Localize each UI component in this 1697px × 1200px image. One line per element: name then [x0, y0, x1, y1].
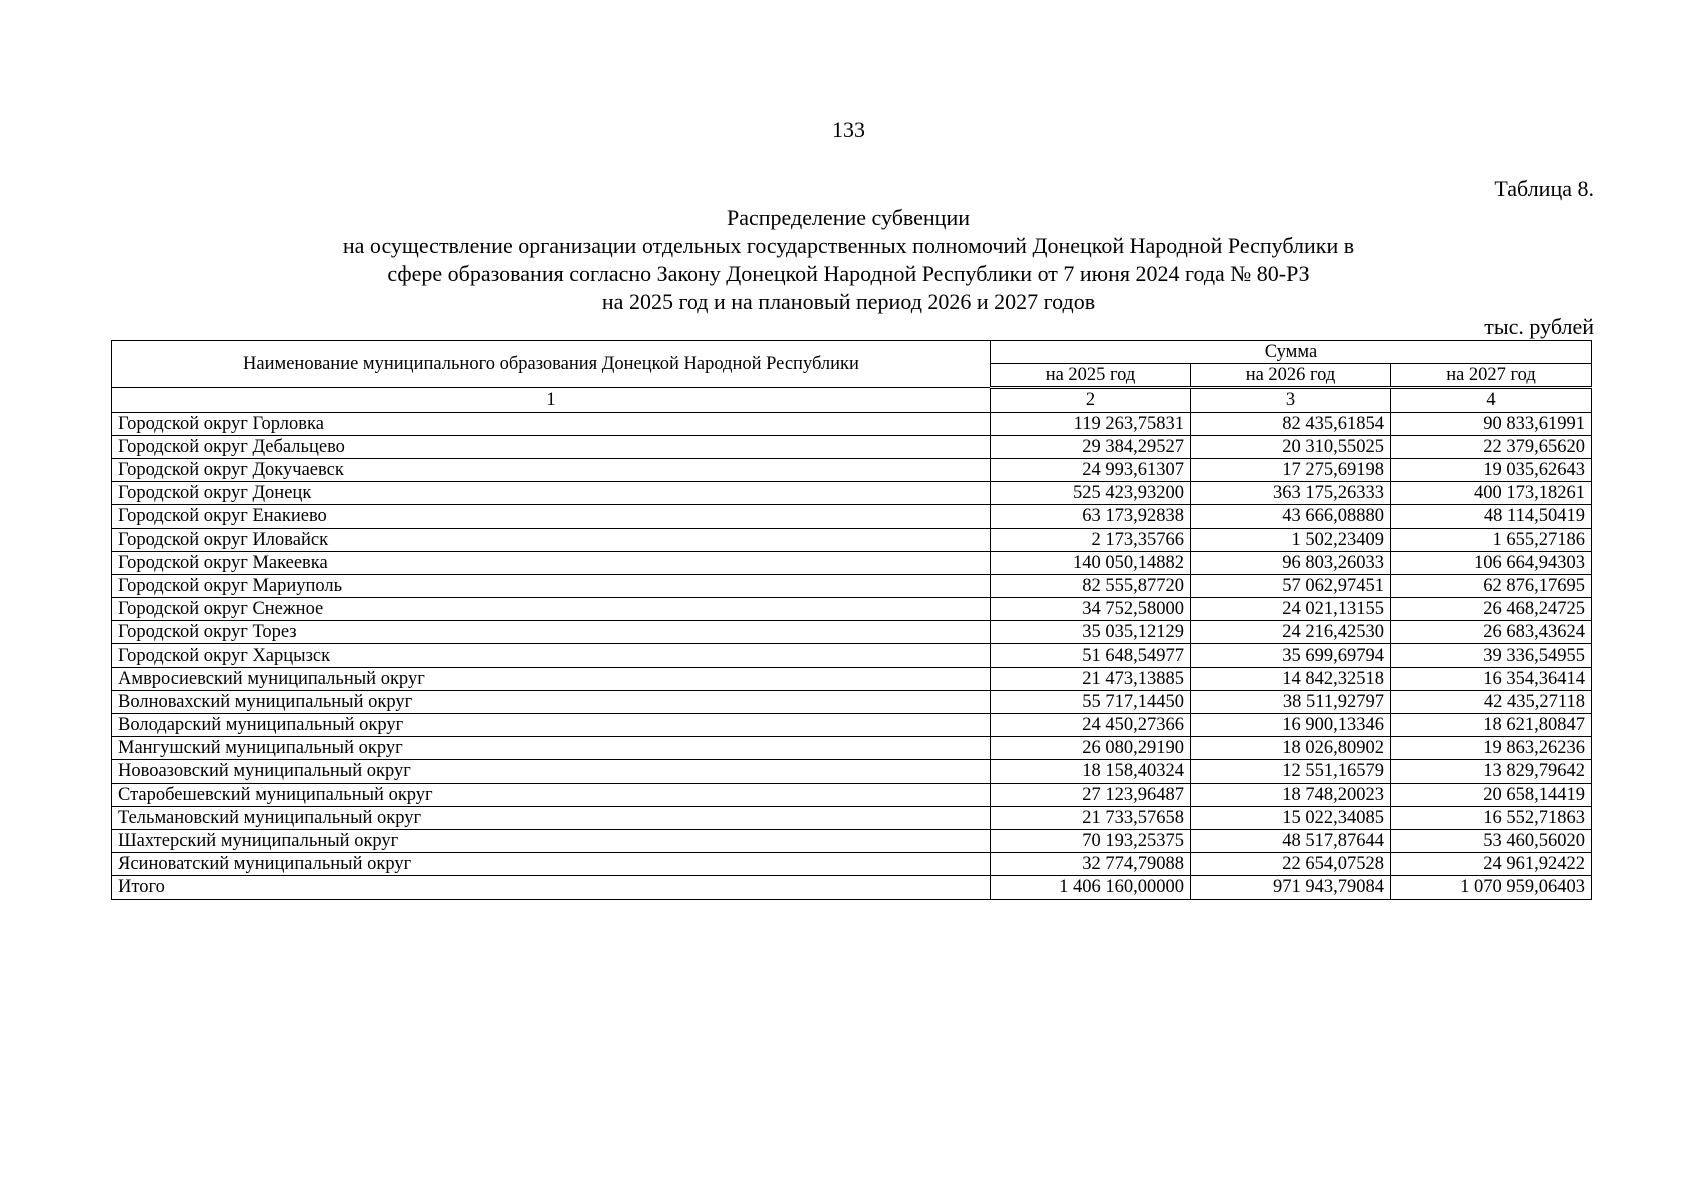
value-2027-cell: 42 435,27118 [1391, 690, 1592, 713]
value-2027-cell: 26 683,43624 [1391, 621, 1592, 644]
value-2025-cell: 140 050,14882 [991, 551, 1191, 574]
value-2025-cell: 55 717,14450 [991, 690, 1191, 713]
value-2025-cell: 32 774,79088 [991, 853, 1191, 876]
header-sum-group: Сумма [991, 341, 1592, 364]
table-label: Таблица 8. [1494, 176, 1594, 201]
value-2026-cell: 18 026,80902 [1191, 737, 1391, 760]
value-2027-cell: 1 070 959,06403 [1391, 876, 1592, 899]
table-row [112, 574, 1592, 597]
name-cell: Городской округ Иловайск [112, 528, 991, 551]
name-cell: Володарский муниципальный округ [112, 714, 991, 737]
value-2027-cell: 13 829,79642 [1391, 760, 1592, 783]
value-2026-cell: 16 900,13346 [1191, 714, 1391, 737]
name-cell: Волновахский муниципальный округ [112, 690, 991, 713]
value-2026-cell: 20 310,55025 [1191, 435, 1391, 458]
value-2025-cell: 34 752,58000 [991, 598, 1191, 621]
units-label: тыс. рублей [1484, 314, 1594, 339]
value-2026-cell: 18 748,20023 [1191, 783, 1391, 806]
column-number: 3 [1191, 388, 1391, 412]
value-2027-cell: 90 833,61991 [1391, 412, 1592, 435]
value-2026-cell: 14 842,32518 [1191, 667, 1391, 690]
page-number: 133 [832, 117, 865, 142]
value-2027-cell: 16 354,36414 [1391, 667, 1592, 690]
table-row [112, 690, 1592, 713]
value-2027-cell: 18 621,80847 [1391, 714, 1592, 737]
value-2027-cell: 62 876,17695 [1391, 574, 1592, 597]
name-cell: Городской округ Докучаевск [112, 458, 991, 481]
value-2025-cell: 24 450,27366 [991, 714, 1191, 737]
column-number: 2 [991, 388, 1191, 412]
table-row [112, 435, 1592, 458]
value-2026-cell: 22 654,07528 [1191, 853, 1391, 876]
title-line: сфере образования согласно Закону Донецкой Народной Республики от 7 июня 2024 года № 80-РЗ [387, 261, 1310, 286]
value-2027-cell: 26 468,24725 [1391, 598, 1592, 621]
table-row [112, 760, 1592, 783]
table-row [112, 598, 1592, 621]
table-row [112, 667, 1592, 690]
value-2025-cell: 2 173,35766 [991, 528, 1191, 551]
table-row [112, 482, 1592, 505]
value-2027-cell: 1 655,27186 [1391, 528, 1592, 551]
name-cell: Итого [112, 876, 991, 899]
table-row [112, 853, 1592, 876]
name-cell: Амвросиевский муниципальный округ [112, 667, 991, 690]
table-row [112, 714, 1592, 737]
table-row [112, 806, 1592, 829]
column-number: 1 [112, 388, 991, 412]
value-2025-cell: 29 384,29527 [991, 435, 1191, 458]
value-2025-cell: 27 123,96487 [991, 783, 1191, 806]
value-2027-cell: 20 658,14419 [1391, 783, 1592, 806]
value-2025-cell: 82 555,87720 [991, 574, 1191, 597]
value-2026-cell: 38 511,92797 [1191, 690, 1391, 713]
value-2026-cell: 35 699,69794 [1191, 644, 1391, 667]
document-title [0, 204, 1697, 316]
value-2026-cell: 24 216,42530 [1191, 621, 1391, 644]
name-cell: Городской округ Торез [112, 621, 991, 644]
name-cell: Мангушский муниципальный округ [112, 737, 991, 760]
value-2026-cell: 363 175,26333 [1191, 482, 1391, 505]
table-body [112, 412, 1592, 899]
title-line: на осуществление организации отдельных государственных полномочий Донецкой Народной Республики в [342, 233, 1355, 258]
title-line: Распределение субвенции [726, 205, 971, 230]
header-name-column: Наименование муниципального образования Донецкой Народной Республики [112, 341, 991, 388]
table-row [112, 505, 1592, 528]
name-cell: Ясиноватский муниципальный округ [112, 853, 991, 876]
value-2027-cell: 19 863,26236 [1391, 737, 1592, 760]
value-2026-cell: 15 022,34085 [1191, 806, 1391, 829]
name-cell: Городской округ Харцызск [112, 644, 991, 667]
name-cell: Городской округ Дебальцево [112, 435, 991, 458]
value-2025-cell: 26 080,29190 [991, 737, 1191, 760]
value-2025-cell: 21 473,13885 [991, 667, 1191, 690]
value-2025-cell: 1 406 160,00000 [991, 876, 1191, 899]
name-cell: Новоазовский муниципальный округ [112, 760, 991, 783]
header-year-2027: на 2027 год [1391, 364, 1592, 388]
subvention-table [111, 340, 1592, 900]
name-cell: Городской округ Донецк [112, 482, 991, 505]
name-cell: Шахтерский муниципальный округ [112, 829, 991, 852]
table-row [112, 783, 1592, 806]
table-row [112, 876, 1592, 899]
value-2025-cell: 21 733,57658 [991, 806, 1191, 829]
value-2026-cell: 971 943,79084 [1191, 876, 1391, 899]
value-2027-cell: 48 114,50419 [1391, 505, 1592, 528]
header-year-2026: на 2026 год [1191, 364, 1391, 388]
value-2026-cell: 57 062,97451 [1191, 574, 1391, 597]
table-row [112, 528, 1592, 551]
value-2026-cell: 1 502,23409 [1191, 528, 1391, 551]
value-2026-cell: 48 517,87644 [1191, 829, 1391, 852]
value-2027-cell: 19 035,62643 [1391, 458, 1592, 481]
value-2025-cell: 24 993,61307 [991, 458, 1191, 481]
value-2025-cell: 70 193,25375 [991, 829, 1191, 852]
value-2025-cell: 119 263,75831 [991, 412, 1191, 435]
name-cell: Городской округ Горловка [112, 412, 991, 435]
name-cell: Городской округ Мариуполь [112, 574, 991, 597]
value-2027-cell: 22 379,65620 [1391, 435, 1592, 458]
value-2026-cell: 12 551,16579 [1191, 760, 1391, 783]
table-row [112, 551, 1592, 574]
value-2027-cell: 39 336,54955 [1391, 644, 1592, 667]
table-row [112, 644, 1592, 667]
value-2025-cell: 63 173,92838 [991, 505, 1191, 528]
value-2025-cell: 18 158,40324 [991, 760, 1191, 783]
value-2027-cell: 400 173,18261 [1391, 482, 1592, 505]
table-row [112, 621, 1592, 644]
name-cell: Городской округ Енакиево [112, 505, 991, 528]
name-cell: Городской округ Снежное [112, 598, 991, 621]
title-line: на 2025 год и на плановый период 2026 и 2027 годов [601, 289, 1096, 314]
value-2025-cell: 35 035,12129 [991, 621, 1191, 644]
value-2026-cell: 82 435,61854 [1191, 412, 1391, 435]
header-year-2025: на 2025 год [991, 364, 1191, 388]
value-2026-cell: 24 021,13155 [1191, 598, 1391, 621]
column-number: 4 [1391, 388, 1592, 412]
value-2025-cell: 51 648,54977 [991, 644, 1191, 667]
name-cell: Тельмановский муниципальный округ [112, 806, 991, 829]
value-2027-cell: 24 961,92422 [1391, 853, 1592, 876]
value-2027-cell: 16 552,71863 [1391, 806, 1592, 829]
value-2027-cell: 53 460,56020 [1391, 829, 1592, 852]
table-row [112, 829, 1592, 852]
table-row [112, 737, 1592, 760]
table-row [112, 458, 1592, 481]
table-row [112, 412, 1592, 435]
value-2026-cell: 43 666,08880 [1191, 505, 1391, 528]
value-2026-cell: 17 275,69198 [1191, 458, 1391, 481]
name-cell: Городской округ Макеевка [112, 551, 991, 574]
value-2026-cell: 96 803,26033 [1191, 551, 1391, 574]
name-cell: Старобешевский муниципальный округ [112, 783, 991, 806]
value-2027-cell: 106 664,94303 [1391, 551, 1592, 574]
value-2025-cell: 525 423,93200 [991, 482, 1191, 505]
